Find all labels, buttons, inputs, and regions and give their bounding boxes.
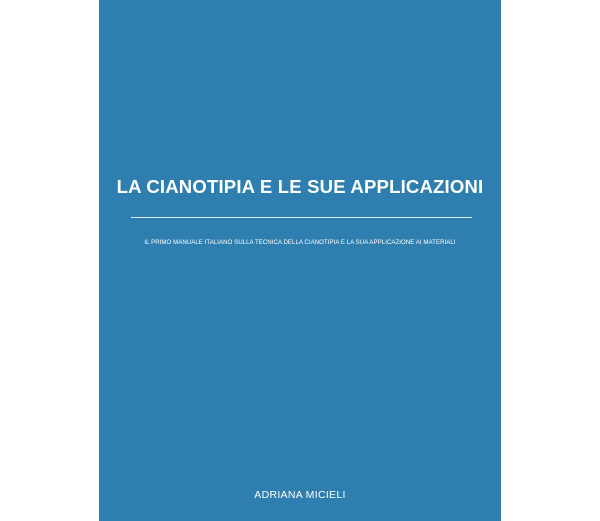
book-cover xyxy=(99,0,501,521)
book-subtitle: IL PRIMO MANUALE ITALIANO SULLA TECNICA DELLA CIANOTIPIA E LA SUA APPLICAZIONE AI MATERIALI xyxy=(144,239,456,246)
book-author: ADRIANA MICIELI xyxy=(254,489,346,501)
book-title: LA CIANOTIPIA E LE SUE APPLICAZIONI xyxy=(116,176,484,197)
title-divider xyxy=(131,217,472,218)
